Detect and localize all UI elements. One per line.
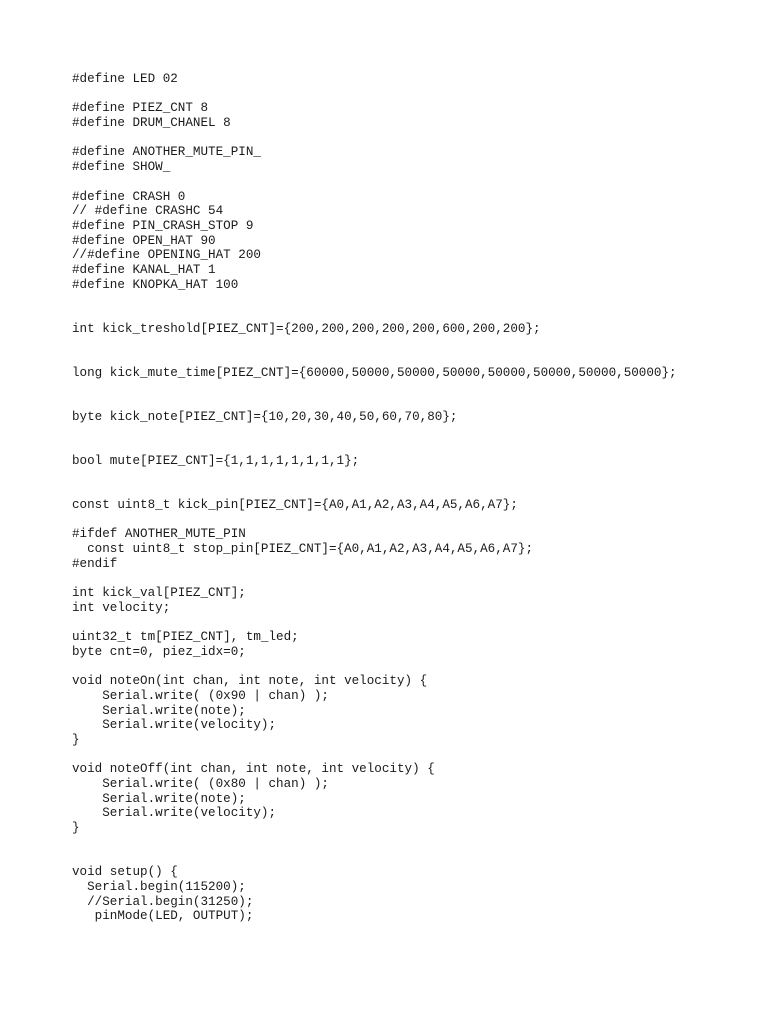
code-line [72, 836, 677, 851]
code-line [72, 395, 677, 410]
code-line: #define LED 02 [72, 72, 178, 86]
code-line [72, 351, 677, 366]
code-line: //#define OPENING_HAT 200 [72, 248, 261, 263]
code-line: #define PIN_CRASH_STOP 9 [72, 218, 254, 233]
code-line: pinMode(LED, OUTPUT); [72, 909, 254, 924]
code-listing [72, 72, 677, 924]
code-line: byte cnt=0, piez_idx=0; [72, 644, 246, 659]
code-line: void noteOn(int chan, int note, int velocity) { [72, 674, 428, 689]
code-line: bool mute[PIEZ_CNT]={1,1,1,1,1,1,1,1}; [72, 453, 360, 468]
code-line: #define ANOTHER_MUTE_PIN_ [72, 145, 261, 160]
code-line: #define OPEN_HAT 90 [72, 233, 216, 248]
code-line [72, 660, 677, 675]
code-line [72, 513, 677, 528]
code-line [72, 87, 677, 102]
code-line [72, 615, 677, 630]
code-line: } [72, 821, 80, 836]
code-line [72, 380, 677, 395]
code-line: #ifdef ANOTHER_MUTE_PIN [72, 527, 246, 542]
code-line: //Serial.begin(31250); [72, 894, 254, 909]
code-line: int kick_val[PIEZ_CNT]; [72, 586, 246, 601]
code-line: const uint8_t stop_pin[PIEZ_CNT]={A0,A1,A2,A3,A4,A5,A6,A7}; [72, 542, 534, 556]
code-line: void setup() { [72, 865, 178, 880]
code-line: #define CRASH 0 [72, 189, 186, 204]
code-line [72, 483, 677, 498]
code-line: Serial.begin(115200); [72, 879, 246, 894]
code-line [72, 307, 677, 322]
code-line: const uint8_t kick_pin[PIEZ_CNT]={A0,A1,A2,A3,A4,A5,A6,A7}; [72, 497, 518, 512]
code-line [72, 336, 677, 351]
code-line: Serial.write(velocity); [72, 718, 277, 733]
code-line [72, 850, 677, 865]
code-line [72, 425, 677, 440]
code-line: Serial.write(note); [72, 703, 246, 718]
code-line: #endif [72, 556, 118, 571]
code-line: int velocity; [72, 600, 171, 615]
code-line [72, 131, 677, 146]
code-line: uint32_t tm[PIEZ_CNT], tm_led; [72, 630, 299, 645]
code-line: // #define CRASHC 54 [72, 204, 224, 219]
code-line [72, 292, 677, 307]
code-line [72, 175, 677, 190]
code-line: #define KNOPKA_HAT 100 [72, 277, 239, 292]
code-line: long kick_mute_time[PIEZ_CNT]={60000,50000,50000,50000,50000,50000,50000,50000}; [72, 365, 677, 380]
code-line: } [72, 732, 80, 747]
code-line [72, 439, 677, 454]
code-line: byte kick_note[PIEZ_CNT]={10,20,30,40,50,60,70,80}; [72, 409, 458, 424]
code-line: Serial.write(velocity); [72, 806, 277, 821]
code-line: Serial.write(note); [72, 791, 246, 806]
code-line: #define SHOW_ [72, 160, 171, 175]
code-line [72, 571, 677, 586]
code-line: #define DRUM_CHANEL 8 [72, 116, 231, 131]
code-line: Serial.write( (0x80 | chan) ); [72, 777, 329, 791]
code-line: int kick_treshold[PIEZ_CNT]={200,200,200,200,200,600,200,200}; [72, 321, 541, 336]
code-line: Serial.write( (0x90 | chan) ); [72, 688, 329, 703]
code-line: void noteOff(int chan, int note, int velocity) { [72, 762, 435, 777]
code-line [72, 748, 677, 763]
code-line [72, 469, 677, 484]
code-line: #define KANAL_HAT 1 [72, 262, 216, 277]
code-line: #define PIEZ_CNT 8 [72, 101, 209, 116]
